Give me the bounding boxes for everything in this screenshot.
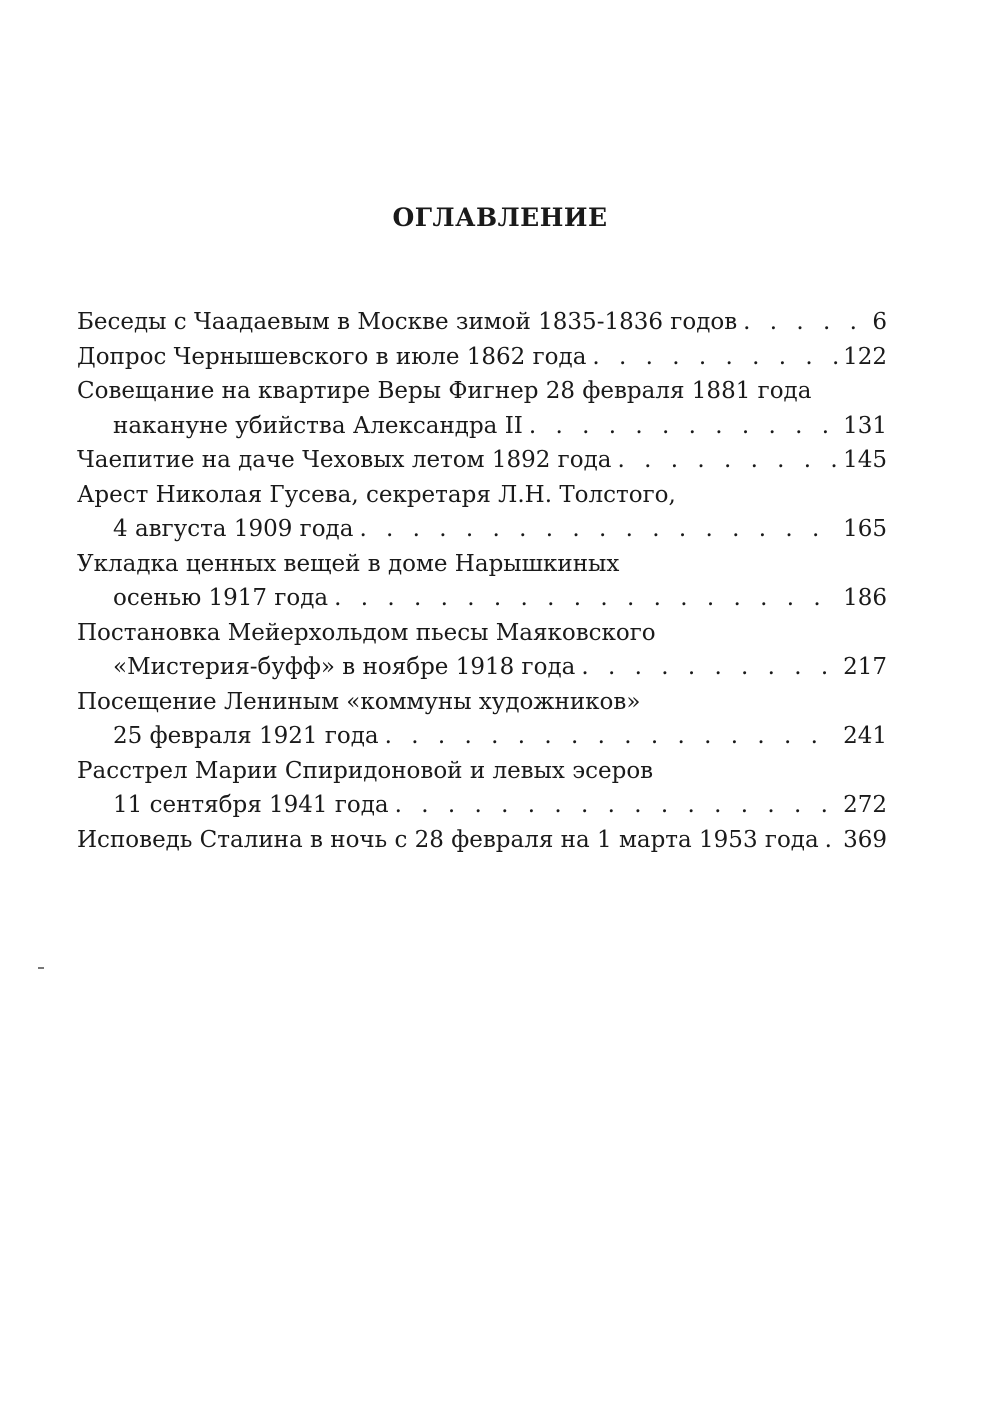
toc-line: [77, 340, 887, 375]
toc-entry-title-continued: накануне убийства Александра II: [113, 412, 523, 439]
toc-entry: [77, 547, 887, 616]
toc-line: [77, 650, 887, 685]
dot-leader: [385, 719, 839, 754]
toc-line: [77, 409, 887, 444]
toc-line: [77, 581, 887, 616]
toc-line: [77, 823, 887, 858]
toc-entry: [77, 340, 887, 375]
dot-leader: [592, 340, 839, 375]
toc-line: [77, 305, 887, 340]
toc-page-number: 165: [843, 516, 887, 542]
toc-entry: [77, 754, 887, 823]
toc-entry-title: Арест Николая Гусева, секретаря Л.Н. Толстого,: [77, 481, 676, 508]
toc-entry: [77, 685, 887, 754]
toc-entry-title: Постановка Мейерхольдом пьесы Маяковского: [77, 619, 656, 646]
print-speck: [38, 967, 44, 969]
toc-entry-title-continued: осенью 1917 года: [113, 585, 329, 611]
toc-page-number: 131: [843, 412, 887, 439]
toc-line: [77, 719, 887, 754]
toc-line: [77, 788, 887, 823]
toc-page-number: 145: [843, 447, 887, 473]
toc-page-number: 186: [843, 585, 887, 611]
toc-entry: [77, 374, 887, 443]
toc-entry: [77, 305, 887, 340]
dot-leader: [825, 823, 839, 858]
toc-page-number: 241: [843, 723, 887, 749]
toc-entry-title-continued: 11 сентября 1941 года: [113, 792, 389, 818]
toc-entry-title: Расстрел Марии Спиридоновой и левых эсеров: [77, 757, 654, 784]
dot-leader: [743, 305, 868, 340]
dot-leader: [617, 443, 839, 478]
dot-leader: [529, 409, 839, 444]
dot-leader: [359, 512, 839, 547]
toc-entry-title: Укладка ценных вещей в доме Нарышкиных: [77, 550, 620, 577]
toc-entry-title: Допрос Чернышевского в июле 1862 года: [77, 343, 587, 370]
toc-page-number: 6: [872, 309, 887, 335]
toc-entry-title: Чаепитие на даче Чеховых летом 1892 года: [77, 447, 612, 473]
toc-list: [77, 305, 887, 857]
toc-entry-title: Совещание на квартире Веры Фигнер 28 февраля 1881 года: [77, 378, 812, 404]
toc-entry: [77, 823, 887, 858]
toc-entry-title: Исповедь Сталина в ночь с 28 февраля на 1 марта 1953 года: [77, 826, 819, 853]
dot-leader: [581, 650, 839, 685]
toc-entry-title-continued: 4 августа 1909 года: [113, 516, 354, 542]
toc-entry: [77, 478, 887, 547]
toc-page-number: 217: [843, 654, 887, 680]
toc-entry-title: Посещение Лениным «коммуны художников»: [77, 688, 641, 715]
toc-line: [77, 512, 887, 547]
toc-page-number: 369: [843, 826, 887, 853]
toc-entry-title: Беседы с Чаадаевым в Москве зимой 1835-1836 годов: [77, 309, 738, 335]
dot-leader: [334, 581, 839, 616]
toc-entry-title-continued: 25 февраля 1921 года: [113, 723, 379, 749]
toc-entry: [77, 443, 887, 478]
toc-page-number: 122: [843, 343, 887, 370]
toc-entry: [77, 616, 887, 685]
dot-leader: [395, 788, 839, 823]
toc-page-number: 272: [843, 792, 887, 818]
toc-entry-title-continued: «Мистерия-буфф» в ноябре 1918 года: [113, 654, 576, 680]
page-title: ОГЛАВЛЕНИЕ: [392, 203, 608, 232]
toc-line: [77, 443, 887, 478]
